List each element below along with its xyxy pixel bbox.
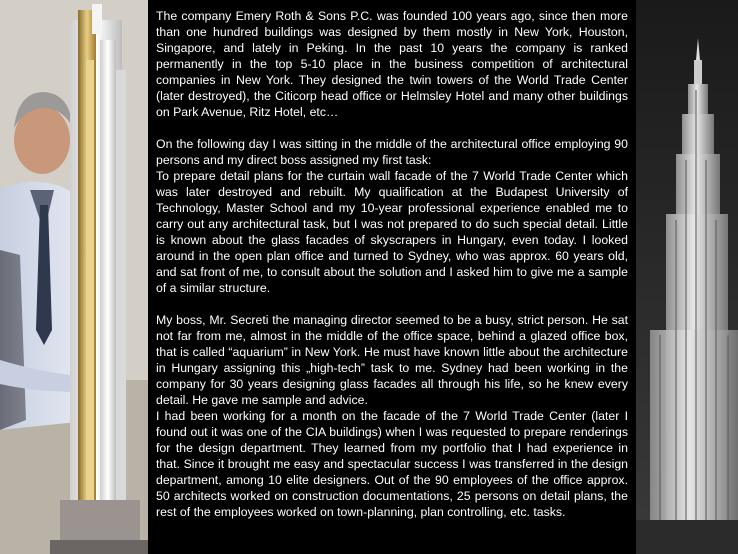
paragraph-first-task: To prepare detail plans for the curtain wall facade of the 7 World Trade Center which was later destroyed and rebuilt. My qualification at the Budapest University of Technology, Master School and my 10-year professional experience enabled me to carry out any architectural task, but I was not prepared to do such special detail. Little is known about the glass facades of skyscrapers in Hungary, even today. I looked around in the open plan office and turned to Sydney, who was approx. 60 years old, and sat front of me, to consult about the solution and I asked him to give me a sample of a similar structure. [156,169,628,295]
article-text [156,8,628,536]
architect-with-model-photo [0,0,148,554]
skyscraper-rendering [636,0,738,554]
paragraph-first-day: On the following day I was sitting in the middle of the architectural office employing 90 persons and my direct boss assigned my first task: [156,137,628,167]
paragraph-boss: My boss, Mr. Secreti the managing director seemed to be a busy, strict person. He sat not far from me, almost in the middle of the office space, behind a glazed office box, that is called “aquarium” in New York. He must have known little about the architecture in Hungary assigning this „high-tech” task to me. Sydney had been working in the company for 30 years designing glass facades all through his life, so he knew every detail. He gave me sample and advice. [156,313,628,407]
architect-with-model-illustration [0,0,148,554]
paragraph-company-history: The company Emery Roth & Sons P.C. was founded 100 years ago, since then more than one hundred buildings was designed by them mostly in New York, Houston, Singapore, and lately in Peking. In the past 10 years the company is ranked permanently in the top 5-10 place in the business competition of architectural companies in New York. They designed the twin towers of the World Trade Center (later destroyed), the Citicorp head office or Helmsley Hotel and many other buildings on Park Avenue, Ritz Hotel, etc… [156,9,628,119]
paragraph-design-department: I had been working for a month on the facade of the 7 World Trade Center (later I found out it was one of the CIA buildings) when I was requested to prepare renderings for the design department. They learned from my portfolio that I had experience in that. Since it brought me easy and spectacular success I was transferred in the design department, among 10 elite designers. Out of the 90 employees of the office approx. 50 architects worked on construction documentations, 25 persons on detail plans, the rest of the employees worked on town-planning, plan controlling, etc. tasks. [156,409,628,519]
skyscraper-illustration [636,0,738,554]
